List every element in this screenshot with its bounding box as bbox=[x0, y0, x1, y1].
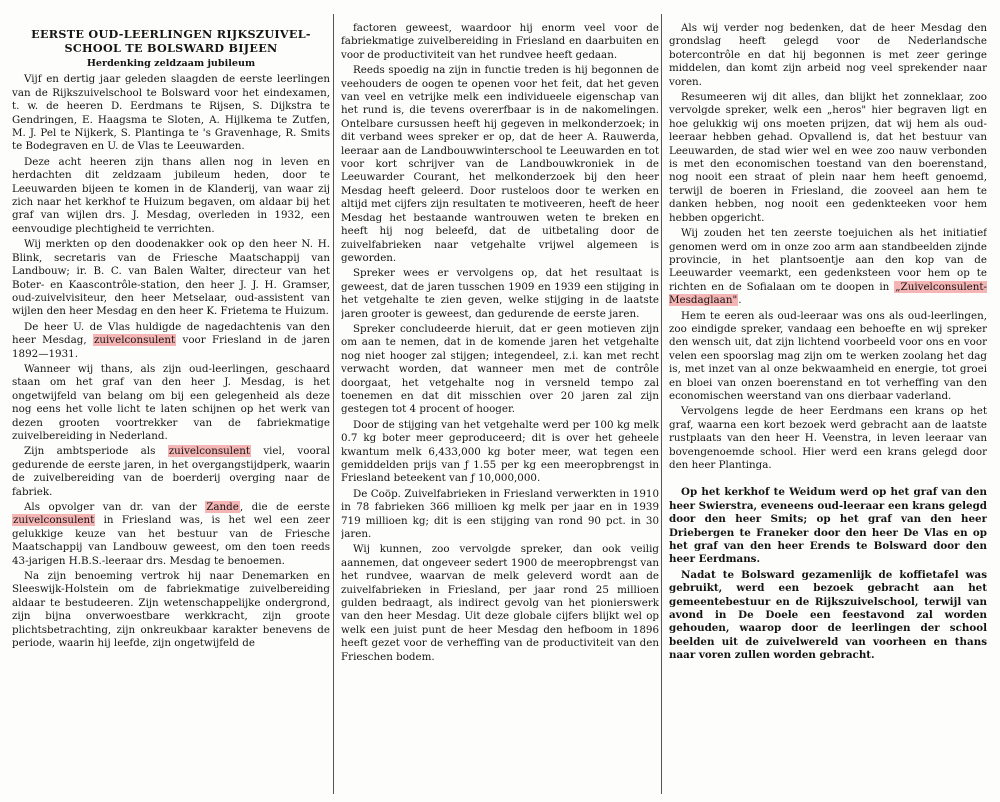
paragraph-text: voor Friesland in de jaren 1892—1931. bbox=[12, 334, 330, 360]
paragraph bbox=[669, 569, 987, 663]
paragraph-text: Wanneer wij thans, als zijn oud-leerlingen, geschaard staan om het graf van den heer J. Mesdag, is het ongetwijfeld van belang om bij een gelegenheid als deze nog eens het volle licht te laten schijnen op het werk van dezen grooten voortrekker van de fabriekmatige zuivelbereiding in Nederland. bbox=[12, 362, 330, 442]
paragraph-text: in Friesland was, is het wel een zeer gelukkige keuze van het bestuur van de Friesche Maatschappij van Landbouw geweest, om den toen reeds 43-jarigen H.B.S.-leeraar drs. Mesdag te benoemen. bbox=[12, 514, 330, 567]
paragraph-text: viel, vooral gedurende de eerste jaren, in het overgangstijdperk, waarin de zuivelbereiding van de boerderij overging naar de fabriek. bbox=[12, 445, 330, 498]
paragraph bbox=[669, 310, 987, 404]
column-2-body bbox=[341, 22, 659, 664]
article-headline: EERSTE OUD-LEERLINGEN RIJKSZUIVEL-SCHOOL TE BOLSWARD BIJEEN bbox=[31, 27, 311, 55]
paragraph-text: Reeds spoedig na zijn in functie treden is hij begonnen de veehouders de oogen te openen voor het feit, dat het geven van veel en vetrijke melk een individueele eigenschap van het rund is, die tevens overerfbaar is in de nakomelingen. Ontelbare cursussen heeft hij gegeven in melkonderzoek; in dit verband wees spreker er op, dat de heer A. Rauwerda, leeraar aan de Landbouwwinterschool te Leeuwarden en tot voor kort schrijver van de Landbouwkroniek in de Leeuwarder Courant, het melkonderzoek bij den heer Mesdag heeft geleerd. Door rusteloos door te werken en altijd met cijfers zijn resultaten te motiveeren, heeft de heer Mesdag het bestaande wantrouwen weten te breken en heeft hij nog beleefd, dat de uitbetaling door de zuivelfabrieken naar vetgehalte vrijwel algemeen is geworden. bbox=[341, 64, 659, 264]
paragraph bbox=[669, 227, 987, 307]
paragraph-text: Resumeeren wij dit alles, dan blijkt het zonneklaar, zoo vervolgde spreker, welk een „heros" hier begraven ligt en hoe gelukkig wij ons moeten prijzen, dat wij hem als oud-leeraar hebben gehad. Opvallend is, dat het bestuur van Leeuwarden, de stad wier wel en wee zoo nauw verbonden is met den economischen toestand van den boerenstand, nog nooit een straat of plein naar hem heeft genoemd, terwijl de boeren in Friesland, die zooveel aan hem te danken hebben, nog nooit een gedenkteeken voor hem hebben opgericht. bbox=[669, 91, 987, 224]
highlighted-term: zuivelconsulent bbox=[93, 334, 176, 347]
highlighted-term: Zande bbox=[206, 501, 239, 513]
paragraph bbox=[669, 22, 987, 89]
paragraph-text: Na zijn benoeming vertrok hij naar Denemarken en Sleeswijk-Holstein om de fabriekmatige zuivelbereiding aldaar te bestudeeren. Zijn wetenschappelijke ondergrond, zijn bijna onverwoestbare werkkracht, zijn groote plichtsbetrachting, zijn onkreukbaar karakter benevens de periode, waarin hij leefde, zijn ongetwijfeld de bbox=[12, 570, 330, 650]
paragraph bbox=[341, 419, 659, 486]
paragraph bbox=[12, 321, 330, 361]
paragraph bbox=[12, 570, 330, 650]
paragraph bbox=[341, 323, 659, 417]
paragraph bbox=[341, 267, 659, 321]
paragraph bbox=[12, 73, 330, 153]
highlighted-term: „Zuivelconsulent-Mesdaglaan" bbox=[669, 280, 987, 307]
paragraph-text: Op het kerkhof te Weidum werd op het graf van den heer Swierstra, eveneens oud-leeraar een krans gelegd door den heer Smits; op het graf van den heer Driebergen te Franeker door den heer De Vlas en op het graf van den heer Erends te Bolsward door den heer Eerdmans. bbox=[669, 486, 987, 566]
paragraph-text: Wij kunnen, zoo vervolgde spreker, dan ook veilig aannemen, dat ongeveer sedert 1900 de meeropbrengst van het rundvee, waarvan de melk geleverd wordt aan de zuivelfabrieken in Friesland, per jaar rond 25 millioen gulden bedraagt, als indirect gevolg van het pionierswerk van den heer Mesdag. Uit deze globale cijfers blijkt wel op welk een juist punt de heer Mesdag den hefboom in 1896 heeft gezet voor de verheffing van de productiviteit van den Frieschen bodem. bbox=[341, 543, 659, 663]
paragraph-text: Spreker concludeerde hieruit, dat er geen motieven zijn om aan te nemen, dat in de komende jaren het vetgehalte nog niet hooger zal stijgen; integendeel, z.i. kan met recht verwacht worden, dat wanneer men met de contrôle doorgaat, het vetgehalte nog in versneld tempo zal toenemen en dat dit misschien over 20 jaren zal zijn gestegen tot 4 procent of hooger. bbox=[341, 322, 659, 416]
highlighted-term: zuivelconsulent bbox=[168, 445, 250, 458]
paragraph-text: , die de eerste bbox=[239, 501, 330, 513]
highlighted-term: zuivelconsulent bbox=[13, 514, 95, 527]
paragraph-text: Vijf en dertig jaar geleden slaagden de eerste leerlingen van de Rijkszuivelschool te Bolsward voor het eindexamen, t. w. de heeren D. Eerdmans te Rijsen, S. Dijkstra te Gendringen, E. Haagsma te Sloten, A. Hijlkema te Zutfen, M. J. Pel te Nijkerk, S. Plantinga te 's Gravenhage, R. Smits te Bodegraven en U. de Vlas te Leeuwarden. bbox=[12, 73, 330, 153]
paragraph-text: De Coöp. Zuivelfabrieken in Friesland verwerkten in 1910 in 78 fabrieken 366 millioen kg melk per jaar en in 1939 719 millioen kg; dit is een stijging van rond 90 pct. in 30 jaren. bbox=[341, 487, 659, 541]
paragraph bbox=[669, 486, 987, 566]
paragraph-text: Wij zouden het ten zeerste toejuichen als het initiatief genomen werd om in onze zoo arm aan standbeelden zijnde provincie, in het plantsoentje aan den kop van de Leeuwarder veemarkt, een gedenksteen voor hem op te richten en de Sofialaan om te doopen in bbox=[669, 227, 987, 293]
paragraph-text: Spreker wees er vervolgens op, dat het resultaat is geweest, dat de jaren tusschen 1909 en 1939 een stijging in het vetgehalte te zien geven, welke stijging in de laatste jaren grooter is geweest, dan gedurende de eerste jaren. bbox=[341, 267, 659, 320]
paragraph-text: Nadat te Bolsward gezamenlijk de koffietafel was gebruikt, werd een bezoek gebracht aan het gemeentebestuur en de Rijkszuivelschool, terwijl van avond in De Doele een feestavond zal worden gehouden, waarop door de leerlingen der school beelden uit de zuivelwereld van voorheen en thans naar voren zullen worden gebracht. bbox=[669, 568, 987, 662]
paragraph-text: Zijn ambtsperiode als bbox=[24, 445, 168, 458]
paragraph bbox=[341, 543, 659, 664]
paragraph-text: Door de stijging van het vetgehalte werd per 100 kg melk 0.7 kg boter meer geproduceerd; dit is over het geheele kwantum melk 6,433,000 kg boter meer, wat tegen een gemiddelden prijs van ƒ 1.55 per kg een meeropbrengst in Friesland beteekent van ƒ 10,000,000. bbox=[341, 418, 659, 485]
paragraph bbox=[341, 22, 659, 62]
column-divider bbox=[333, 14, 334, 794]
paragraph bbox=[12, 238, 330, 318]
column-3 bbox=[669, 22, 987, 792]
column-2 bbox=[341, 22, 659, 792]
paragraph-text: factoren geweest, waardoor hij enorm veel voor de fabriekmatige zuivelbereiding in Friesland en daarbuiten en voor de productiviteit van het rundvee heeft gedaan. bbox=[341, 22, 659, 61]
paragraph-text: Als wij verder nog bedenken, dat de heer Mesdag den grondslag heeft gelegd voor de Nederlandsche botercontrôle en dat hij begonnen is met zeer geringe middelen, dan komt zijn arbeid nog veel sprekender naar voren. bbox=[669, 22, 987, 88]
column-1-body bbox=[12, 73, 330, 650]
paragraph-text: . bbox=[738, 294, 742, 307]
paragraph bbox=[12, 363, 330, 443]
paragraph-text: Deze acht heeren zijn thans allen nog in leven en herdachten dit zeldzaam jubileum heden, door te Leeuwarden bijeen te komen in de Klanderij, van waar zij zich naar het kerkhof te Huizum begaven, om aldaar bij het graf van wijlen drs. J. Mesdag, overleden in 1932, een eenvoudige plechtigheid te verrichten. bbox=[12, 155, 330, 235]
paragraph-text: Hem te eeren als oud-leeraar was ons als oud-leerlingen, zoo eindigde spreker, vandaag een behoefte en wij spreker den wensch uit, dat zijn lichtend voorbeeld voor ons en voor velen een spoorslag mag zijn om te werken zoolang het dag is, met inzet van al onze bekwaamheid en energie, tot groei en bloei van onzen boerenstand en tot verheffing van den economischen weerstand van ons dierbaar vaderland. bbox=[669, 309, 987, 402]
paragraph bbox=[669, 91, 987, 225]
paragraph bbox=[341, 64, 659, 265]
paragraph bbox=[341, 488, 659, 542]
paragraph-text: Vervolgens legde de heer Eerdmans een krans op het graf, waarna een kort bezoek werd gebracht aan de laatste rustplaats van den heer H. Veenstra, in leven leeraar van bovengenoemde school. Hier werd een krans gelegd door den heer Plantinga. bbox=[669, 405, 987, 471]
column-divider bbox=[661, 14, 662, 794]
column-3-body bbox=[669, 22, 987, 663]
article-subheadline: Herdenking zeldzaam jubileum bbox=[86, 58, 256, 69]
paragraph-text: Wij merkten op den doodenakker ook op den heer N. H. Blink, secretaris van de Friesche Maatschappij van Landbouw; ir. B. C. van Balen Walter, directeur van het Boter- en Kaascontrôle-station, den heer J. J. H. Gramser, oud-zuivelvisiteur, den heer Metselaar, oud-assistent van wijlen den heer Mesdag en den heer K. Frietema te Huizum. bbox=[12, 238, 330, 318]
paragraph bbox=[12, 501, 330, 568]
paragraph bbox=[12, 445, 330, 499]
paragraph-text: Als opvolger van dr. van der bbox=[24, 501, 206, 513]
paragraph bbox=[669, 405, 987, 472]
column-1 bbox=[12, 22, 330, 792]
paragraph bbox=[12, 156, 330, 236]
paragraph-text: De heer U. de Vlas huldigde de nagedachtenis van den heer Mesdag, bbox=[12, 320, 330, 347]
